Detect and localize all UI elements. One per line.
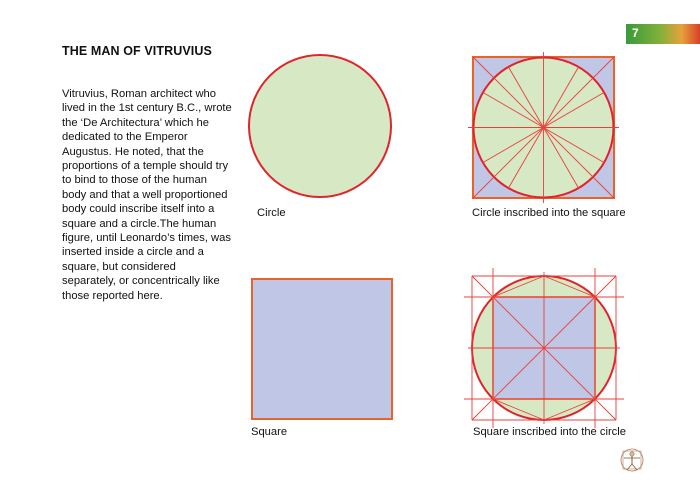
square-in-circle-caption: Square inscribed into the circle <box>473 426 626 438</box>
circle-figure <box>244 50 394 200</box>
page-number: 7 <box>632 26 639 40</box>
page-title: THE MAN OF VITRUVIUS <box>62 44 212 58</box>
square-in-circle-figure <box>464 268 624 428</box>
square-shape <box>252 279 392 419</box>
body-paragraph: Vitruvius, Roman architect who lived in the 1st century B.C., wrote the ‘De Architectura’ which he dedicated to the Emperor Augustus. He noted, that the proportions of a temple should try to bind to those of the human body and that a well proportioned body could inscribe itself into a square and a circle.The human figure, until Leonardo’s times, was inserted inside a circle and a square, but considered separately, or concentrically like those reported here. <box>62 88 232 302</box>
square-figure <box>248 275 396 423</box>
square-caption: Square <box>251 426 288 438</box>
vitruvian-man-sketch-icon <box>618 446 646 474</box>
circle-caption: Circle <box>257 207 286 219</box>
circle-in-square-caption: Circle inscribed into the square <box>472 207 626 219</box>
circle-in-square-figure <box>468 52 620 204</box>
construction-lines <box>464 268 624 428</box>
construction-lines <box>468 52 619 203</box>
circle-shape <box>249 55 391 197</box>
